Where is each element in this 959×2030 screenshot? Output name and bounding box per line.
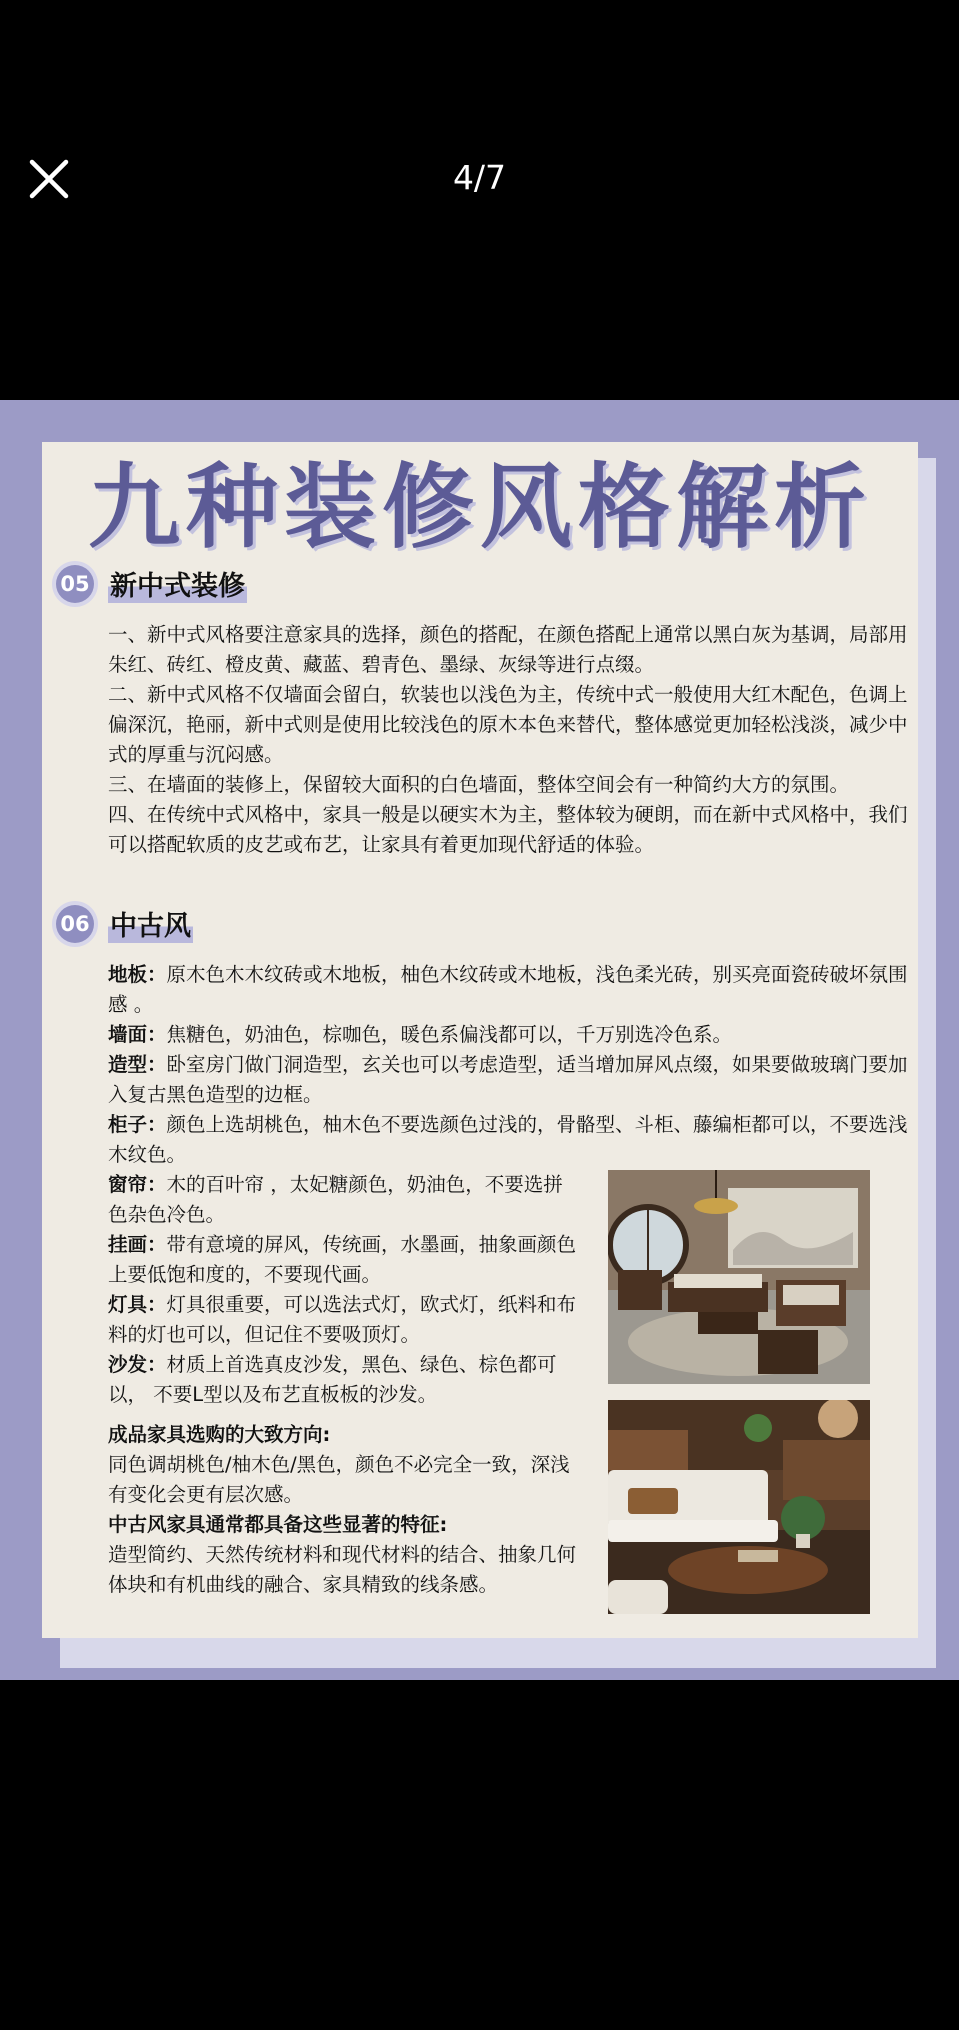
note-heading: 中古风家具通常都具备这些显著的特征: bbox=[108, 1513, 448, 1536]
page-counter: 4/7 bbox=[452, 158, 507, 197]
section-06-notes bbox=[108, 1420, 578, 1600]
section-05-paragraph: 三、在墙面的装修上，保留较大面积的白色墙面，整体空间会有一种简约大方的氛围。 bbox=[108, 773, 850, 796]
poster-title: 九种装修风格解析 bbox=[87, 454, 872, 561]
section-06-header bbox=[56, 904, 193, 943]
section-05-paragraph: 四、在传统中式风格中，家具一般是以硬实木为主，整体较为硬朗，而在新中式风格中，我们可以搭配软质的皮艺或布艺，让家具有着更加现代舒适的体验。 bbox=[108, 803, 908, 856]
style-item-text: 灯具很重要，可以选法式灯，欧式灯，纸料和布料的灯也可以，但记住不要吸顶灯。 bbox=[108, 1293, 577, 1346]
section-06-title: 中古风 bbox=[108, 904, 193, 943]
section-05-header bbox=[56, 564, 247, 603]
style-item bbox=[108, 1290, 578, 1350]
section-06-badge: 06 bbox=[56, 905, 94, 943]
style-item bbox=[108, 1170, 578, 1230]
note-text: 同色调胡桃色/柚木色/黑色，颜色不必完全一致，深浅有变化会更有层次感。 bbox=[108, 1453, 570, 1506]
section-05-title: 新中式装修 bbox=[108, 564, 247, 603]
section-06-narrow-body bbox=[108, 1170, 578, 1410]
style-item bbox=[108, 1110, 908, 1170]
note-heading: 成品家具选购的大致方向: bbox=[108, 1423, 331, 1446]
style-item-text: 卧室房门做门洞造型，玄关也可以考虑造型，适当增加屏风点缀，如果要做玻璃门要加入复古黑色造型的边框。 bbox=[108, 1053, 908, 1106]
section-06-body bbox=[108, 960, 908, 1170]
section-05-body bbox=[108, 620, 908, 860]
section-05-paragraph: 一、新中式风格要注意家具的选择，颜色的搭配，在颜色搭配上通常以黑白灰为基调，局部用朱红、砖红、橙皮黄、藏蓝、碧青色、墨绿、灰绿等进行点缀。 bbox=[108, 623, 908, 676]
style-item-label: 墙面： bbox=[108, 1023, 167, 1046]
style-item-text: 焦糖色，奶油色，棕咖色，暖色系偏浅都可以，千万别选冷色系。 bbox=[166, 1023, 733, 1046]
living-room-photo bbox=[608, 1170, 870, 1384]
viewer-top-bar bbox=[0, 0, 959, 400]
style-item-label: 挂画： bbox=[108, 1233, 167, 1256]
mid-century-photo bbox=[608, 1400, 870, 1614]
style-item bbox=[108, 1050, 908, 1110]
style-item bbox=[108, 1230, 578, 1290]
style-item-text: 原木色木木纹砖或木地板，柚色木纹砖或木地板，浅色柔光砖，别买亮面瓷砖破坏氛围感 。 bbox=[108, 963, 908, 1016]
style-item bbox=[108, 1020, 908, 1050]
style-item-label: 地板： bbox=[108, 963, 167, 986]
note-text: 造型简约、天然传统材料和现代材料的结合、抽象几何体块和有机曲线的融合、家具精致的线条感。 bbox=[108, 1543, 577, 1596]
style-item bbox=[108, 960, 908, 1020]
section-05-paragraph: 二、新中式风格不仅墙面会留白，软装也以浅色为主，传统中式一般使用大红木配色，色调上偏深沉，艳丽，新中式则是使用比较浅色的原木本色来替代，整体感觉更加轻松浅淡，减少中式的厚重与沉闷感。 bbox=[108, 683, 908, 766]
style-item-text: 带有意境的屏风，传统画，水墨画，抽象画颜色上要低饱和度的，不要现代画。 bbox=[108, 1233, 577, 1286]
poster-image bbox=[0, 400, 959, 1680]
section-05-badge: 05 bbox=[56, 565, 94, 603]
style-item-label: 造型： bbox=[108, 1053, 167, 1076]
viewer-bottom-bar bbox=[0, 1680, 959, 2030]
style-item-label: 柜子： bbox=[108, 1113, 167, 1136]
style-item-label: 窗帘： bbox=[108, 1173, 167, 1196]
style-item-label: 沙发： bbox=[108, 1353, 167, 1376]
poster-card bbox=[42, 442, 918, 1638]
style-item-text: 材质上首选真皮沙发，黑色、绿色、棕色都可以， 不要L型以及布艺直板板的沙发。 bbox=[108, 1353, 557, 1406]
style-item bbox=[108, 1350, 578, 1410]
style-item-text: 木的百叶帘 ，太妃糖颜色，奶油色，不要选拼色杂色冷色。 bbox=[108, 1173, 563, 1226]
style-item-text: 颜色上选胡桃色，柚木色不要选颜色过浅的，骨骼型、斗柜、藤编柜都可以，不要选浅木纹色。 bbox=[108, 1113, 908, 1166]
style-item-label: 灯具： bbox=[108, 1293, 167, 1316]
